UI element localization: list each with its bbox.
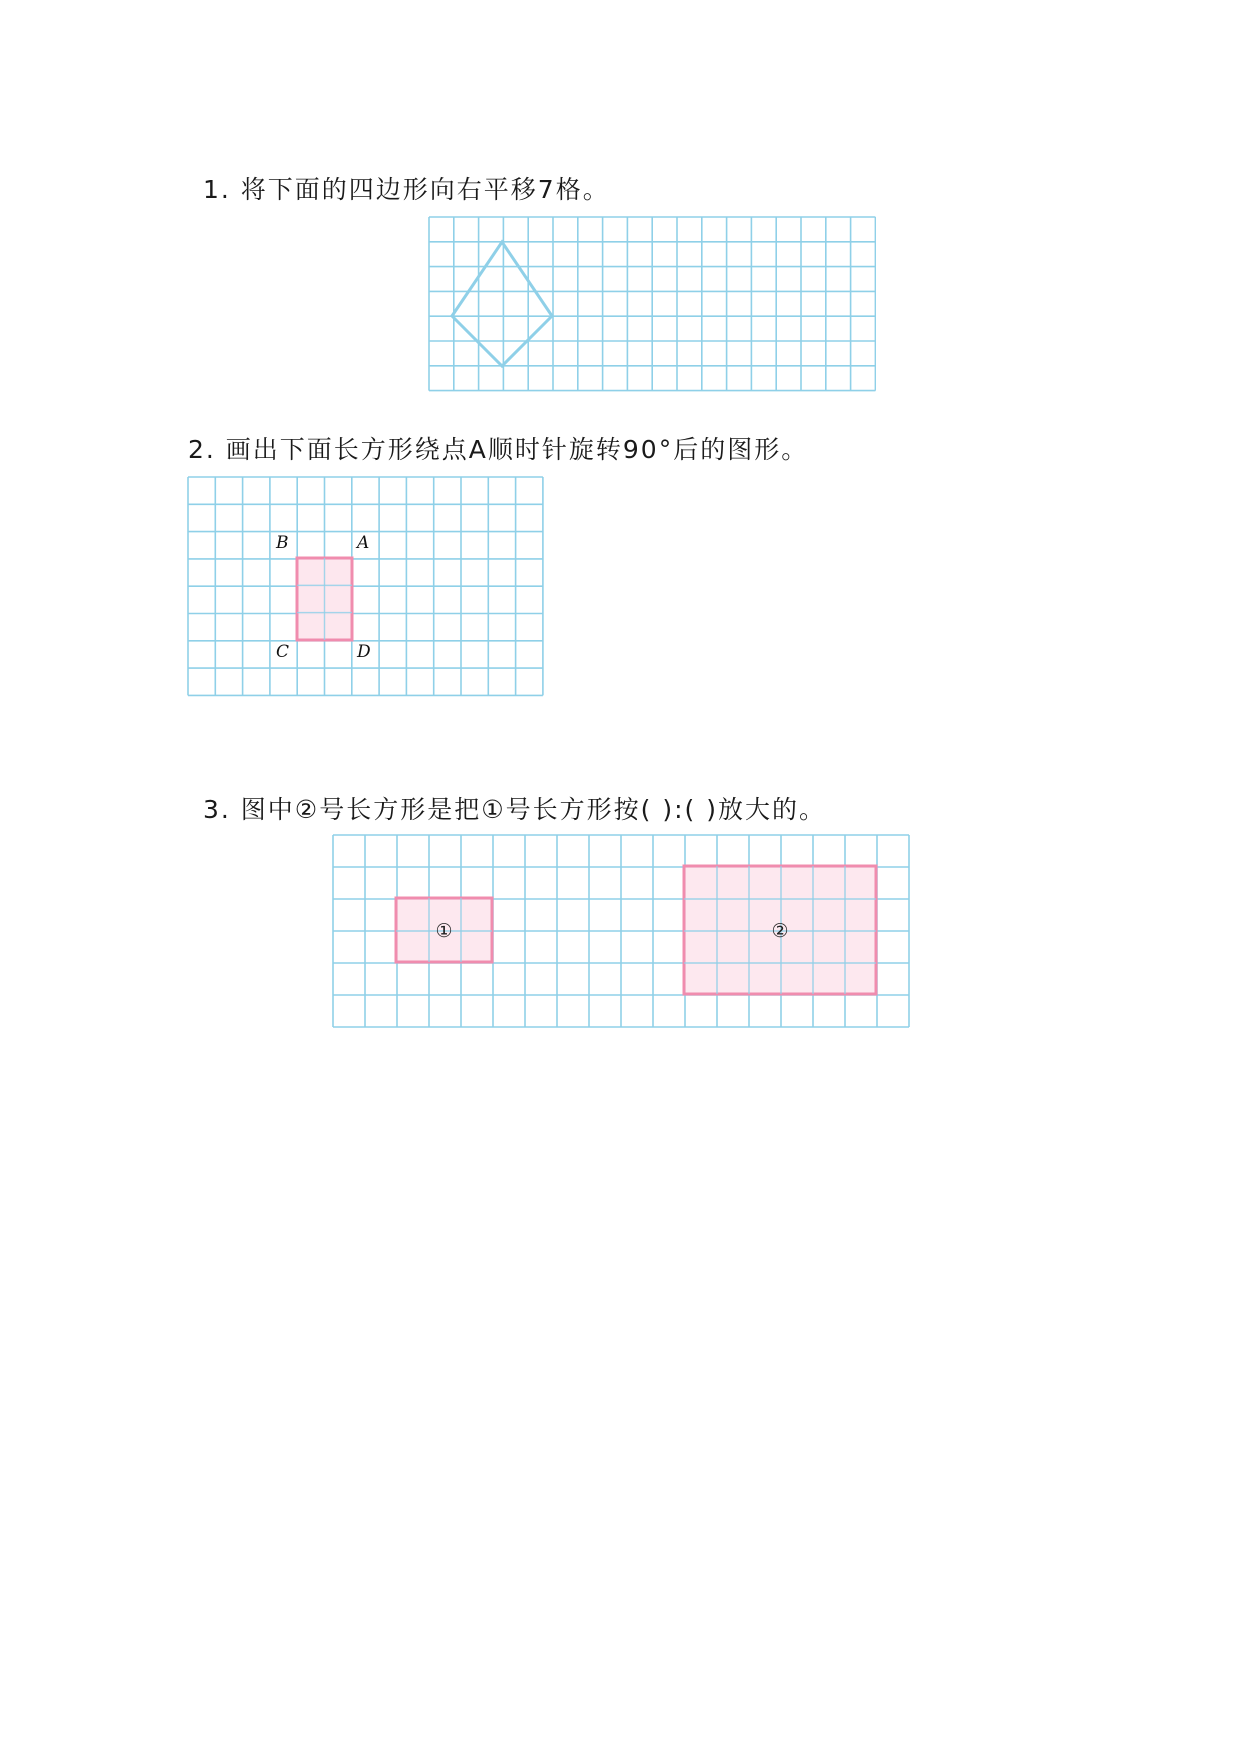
q1-quadrilateral <box>452 242 552 366</box>
rect-1-label: ① <box>435 920 453 942</box>
q2-grid-lines <box>188 477 543 695</box>
question-2-text: 2. 画出下面长方形绕点A顺时针旋转90°后的图形。 <box>188 435 809 464</box>
point-c-label: C <box>276 642 290 662</box>
q1-grid-lines <box>429 217 875 391</box>
q1-grid <box>428 216 876 392</box>
question-3-text: 3. 图中②号长方形是把①号长方形按( ):( )放大的。 <box>203 795 826 824</box>
question-1-text: 1. 将下面的四边形向右平移7格。 <box>203 175 610 204</box>
q2-grid <box>187 476 546 697</box>
point-d-label: D <box>357 642 371 662</box>
point-a-label: A <box>357 533 370 553</box>
point-b-label: B <box>276 533 289 553</box>
q3-grid <box>332 834 912 1028</box>
rect-2-label: ② <box>771 920 789 942</box>
